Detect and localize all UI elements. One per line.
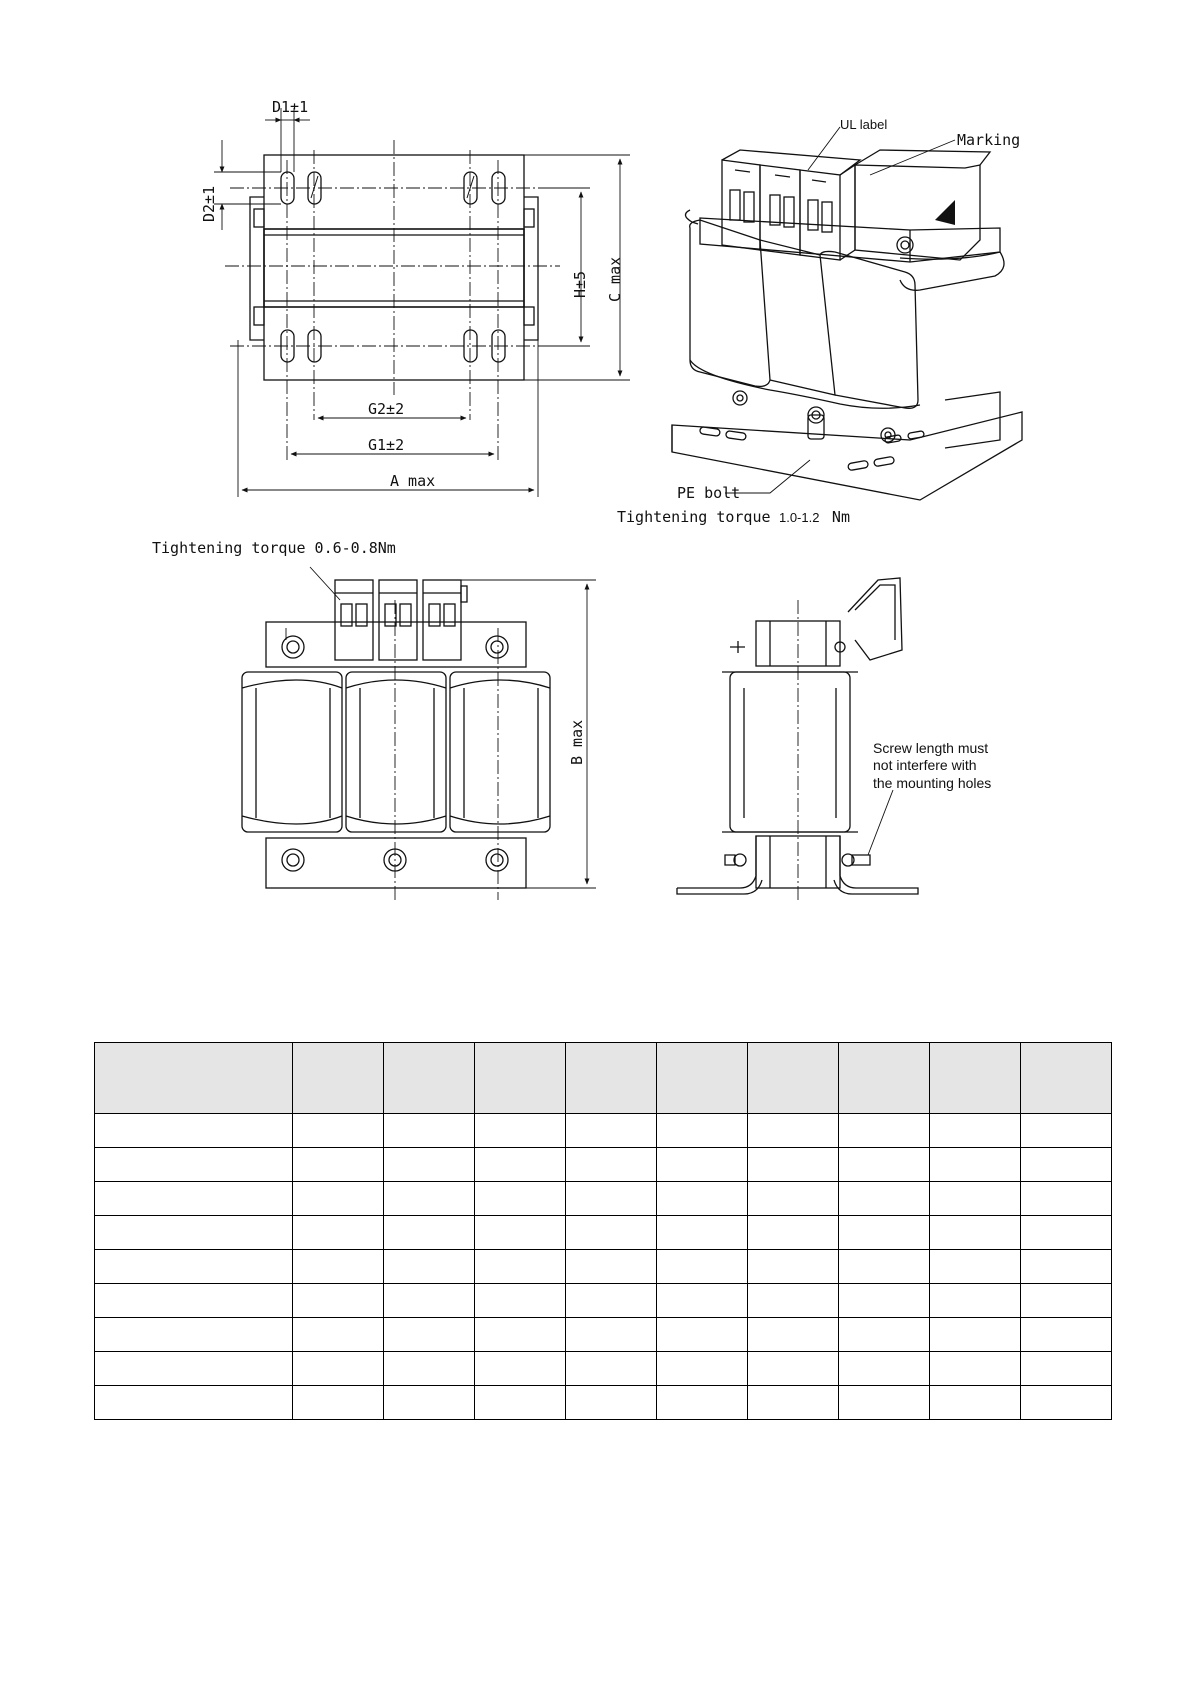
table-cell xyxy=(566,1352,657,1386)
table-cell xyxy=(384,1182,475,1216)
header-cell xyxy=(95,1043,293,1114)
pe-torque-unit: Nm xyxy=(831,508,850,526)
table-row xyxy=(95,1250,1112,1284)
table-cell xyxy=(293,1216,384,1250)
table-cell xyxy=(475,1148,566,1182)
table-cell xyxy=(930,1148,1021,1182)
table-cell xyxy=(657,1284,748,1318)
table-cell xyxy=(930,1250,1021,1284)
side-view xyxy=(677,578,918,900)
table-cell xyxy=(293,1148,384,1182)
table-cell xyxy=(748,1318,839,1352)
dim-g2: G2±2 xyxy=(368,400,405,418)
table-cell xyxy=(95,1114,293,1148)
table-cell xyxy=(930,1386,1021,1420)
coil-2 xyxy=(760,240,835,395)
table-cell xyxy=(930,1352,1021,1386)
table-cell xyxy=(95,1182,293,1216)
table-cell xyxy=(839,1114,930,1148)
table-row xyxy=(95,1352,1112,1386)
table-cell xyxy=(1021,1216,1112,1250)
dim-h: H±5 xyxy=(571,270,589,298)
table-cell xyxy=(566,1284,657,1318)
table-cell xyxy=(1021,1284,1112,1318)
table-cell xyxy=(95,1250,293,1284)
pe-torque-prefix: Tightening torque xyxy=(617,508,771,526)
table-cell xyxy=(1021,1352,1112,1386)
coil-front-3 xyxy=(450,672,550,832)
table-cell xyxy=(930,1182,1021,1216)
header-cell xyxy=(657,1043,748,1114)
coil-1 xyxy=(690,220,770,386)
table-cell xyxy=(1021,1148,1112,1182)
table-cell xyxy=(657,1182,748,1216)
table-cell xyxy=(839,1216,930,1250)
table-cell xyxy=(384,1114,475,1148)
top-view xyxy=(214,108,630,497)
table-row xyxy=(95,1148,1112,1182)
table-row xyxy=(95,1284,1112,1318)
table-cell xyxy=(95,1148,293,1182)
dim-c-max: C max xyxy=(606,256,624,302)
dim-d1: D1±1 xyxy=(272,98,309,116)
table-cell xyxy=(1021,1318,1112,1352)
table-cell xyxy=(566,1250,657,1284)
table-cell xyxy=(384,1318,475,1352)
isometric-view xyxy=(672,127,1022,500)
header-cell xyxy=(1021,1043,1112,1114)
table-body xyxy=(95,1114,1112,1420)
table-cell xyxy=(384,1250,475,1284)
table-cell xyxy=(1021,1182,1112,1216)
table-cell xyxy=(748,1352,839,1386)
table-cell xyxy=(930,1284,1021,1318)
table-cell xyxy=(293,1182,384,1216)
table-cell xyxy=(566,1386,657,1420)
table-cell xyxy=(475,1216,566,1250)
dim-a-max: A max xyxy=(390,472,436,490)
table-cell xyxy=(657,1352,748,1386)
table-cell xyxy=(293,1114,384,1148)
table-cell xyxy=(930,1318,1021,1352)
header-cell xyxy=(293,1043,384,1114)
table-cell xyxy=(475,1284,566,1318)
table-cell xyxy=(839,1386,930,1420)
note-line-3: the mounting holes xyxy=(873,775,992,791)
table-cell xyxy=(748,1250,839,1284)
side-coil xyxy=(730,672,850,832)
table-cell xyxy=(95,1284,293,1318)
table-cell xyxy=(475,1250,566,1284)
table-cell xyxy=(748,1182,839,1216)
table-cell xyxy=(384,1284,475,1318)
dim-g1: G1±2 xyxy=(368,436,405,454)
ul-label-leader xyxy=(808,127,840,170)
table-cell xyxy=(475,1386,566,1420)
coil-front-2 xyxy=(346,672,446,832)
table-cell xyxy=(293,1352,384,1386)
table-cell xyxy=(748,1216,839,1250)
dim-b-max: B max xyxy=(568,719,586,765)
table-cell xyxy=(293,1250,384,1284)
table-cell xyxy=(657,1114,748,1148)
table-cell xyxy=(1021,1386,1112,1420)
dimensions-table xyxy=(94,1042,1112,1420)
table-cell xyxy=(95,1216,293,1250)
table-cell xyxy=(657,1148,748,1182)
table-cell xyxy=(384,1216,475,1250)
table-cell xyxy=(657,1250,748,1284)
table-cell xyxy=(748,1284,839,1318)
coil-front-1 xyxy=(242,672,342,832)
table-cell xyxy=(839,1318,930,1352)
table-cell xyxy=(657,1216,748,1250)
marking-box xyxy=(855,165,980,260)
table-cell xyxy=(839,1284,930,1318)
note-line-2: not interfere with xyxy=(873,757,977,773)
marking-leader xyxy=(870,140,955,175)
table-cell xyxy=(475,1114,566,1148)
table-cell xyxy=(839,1250,930,1284)
table-cell xyxy=(748,1386,839,1420)
pe-torque-value: 1.0-1.2 xyxy=(778,510,820,525)
terminal-blocks-iso xyxy=(722,150,860,260)
table-cell xyxy=(293,1284,384,1318)
header-cell xyxy=(839,1043,930,1114)
table-row xyxy=(95,1114,1112,1148)
table-cell xyxy=(748,1114,839,1148)
front-torque-text: Tightening torque 0.6-0.8Nm xyxy=(152,539,396,557)
table-cell xyxy=(293,1318,384,1352)
table-cell xyxy=(475,1182,566,1216)
front-view xyxy=(242,567,596,900)
table-cell xyxy=(930,1216,1021,1250)
header-cell xyxy=(566,1043,657,1114)
pe-bolt-text: PE bolt xyxy=(677,484,741,502)
table-cell xyxy=(566,1182,657,1216)
table-cell xyxy=(566,1148,657,1182)
table-cell xyxy=(657,1318,748,1352)
table-cell xyxy=(839,1352,930,1386)
terminal-blocks-front xyxy=(335,580,467,660)
table-cell xyxy=(657,1386,748,1420)
table-cell xyxy=(475,1318,566,1352)
table-row xyxy=(95,1216,1112,1250)
table-cell xyxy=(1021,1250,1112,1284)
note-line-1: Screw length must xyxy=(873,740,989,756)
table-cell xyxy=(566,1318,657,1352)
table-cell xyxy=(95,1386,293,1420)
header-cell xyxy=(930,1043,1021,1114)
table-cell xyxy=(384,1148,475,1182)
table-cell xyxy=(384,1352,475,1386)
table-cell xyxy=(566,1216,657,1250)
coil-3 xyxy=(820,251,918,408)
header-cell xyxy=(384,1043,475,1114)
ul-label-text: UL label xyxy=(840,117,888,132)
table-cell xyxy=(748,1148,839,1182)
table-cell xyxy=(475,1352,566,1386)
table-cell xyxy=(384,1386,475,1420)
table-row xyxy=(95,1182,1112,1216)
table-header-row xyxy=(95,1043,1112,1114)
table-cell xyxy=(566,1114,657,1148)
header-cell xyxy=(748,1043,839,1114)
table-cell xyxy=(95,1352,293,1386)
header-cell xyxy=(475,1043,566,1114)
marking-text: Marking xyxy=(957,131,1021,149)
dim-d2: D2±1 xyxy=(200,185,218,222)
table-cell xyxy=(293,1386,384,1420)
table-cell xyxy=(95,1318,293,1352)
table-cell xyxy=(1021,1114,1112,1148)
table-cell xyxy=(839,1182,930,1216)
table-row xyxy=(95,1318,1112,1352)
table-cell xyxy=(839,1148,930,1182)
table-cell xyxy=(930,1114,1021,1148)
pe-torque-line xyxy=(617,508,850,527)
table-row xyxy=(95,1386,1112,1420)
